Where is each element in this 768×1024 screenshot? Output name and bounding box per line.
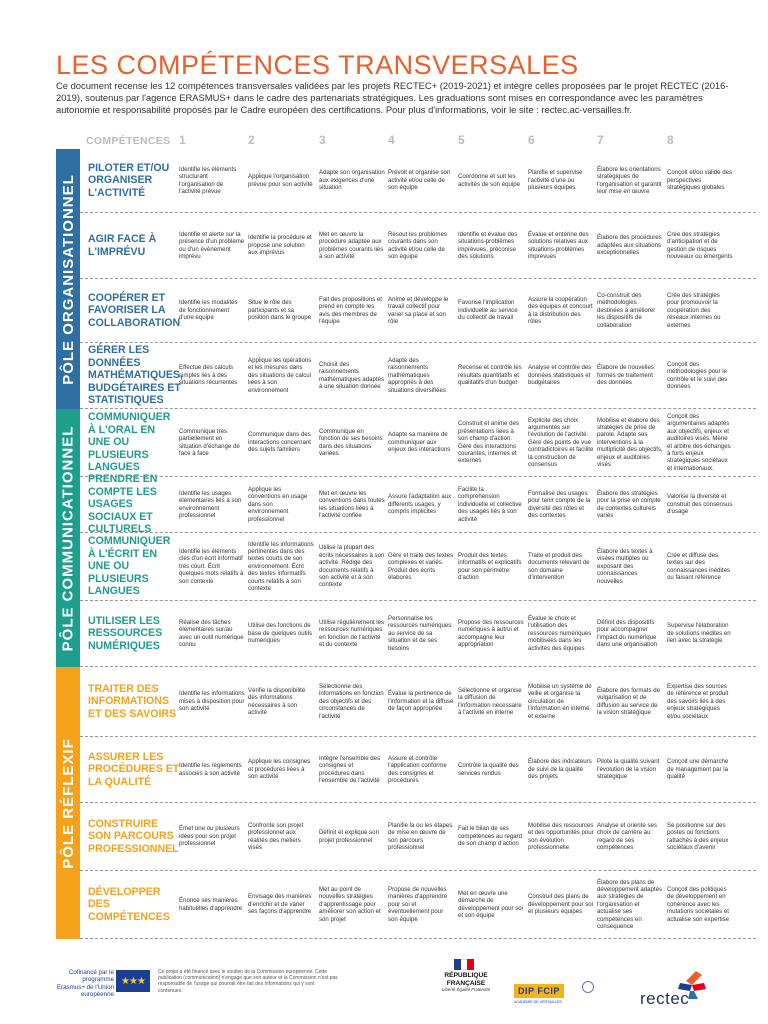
rectec-logo: [640, 969, 720, 1009]
level-cell: Conçoit des argumentaires adaptés aux objectifs, enjeux et auditoires visés. Mène et arbitre des échanges à forts enjeux stratégiques sociétaux et internationaux.: [667, 412, 731, 472]
level-cell: Élabore des formats de vulgarisation et de diffusion au service de la vision stratégique: [597, 686, 661, 716]
level-cell: Gère et traite des textes complexes et variés. Produit des écrits élaborés: [388, 551, 454, 581]
level-cell: Communique très partiellement en situation d'échange de face à face: [179, 427, 240, 457]
dip-sub: ACADÉMIE DE VERSAILLES: [514, 1000, 562, 1004]
level-cell: Élabore des stratégies pour la prise en compte de contextes culturels variés: [597, 489, 661, 519]
level-cell: Intègre l'ensemble des consignes et procédures dans l'ensemble de l'activité: [319, 754, 381, 784]
level-cell: Formalise des usages pour tenir compte de la diversité des rôles et des contextes: [528, 489, 591, 519]
level-cell: Sélectionne des informations en fonction des objectifs et des circonstances de l'activité: [319, 682, 384, 720]
level-cell: Identifie les éléments structurant l'organisation de l'activité prévue: [179, 165, 237, 195]
level-cell: Évalue et entérine des solutions relatives aux situations-problèmes imprévues: [528, 230, 589, 260]
level-cell: Élabore des plans de développement adaptés aux stratégies de l'organisation et actualise ses compétences en conséquence: [597, 878, 663, 931]
level-cell: Contrôle la qualité des services rendus: [458, 762, 519, 777]
competence-row: [80, 409, 756, 477]
level-cell: Utilise des fonctions de base de quelques outils numériques: [248, 622, 313, 645]
level-cell: Personnalise les ressources numériques au service de sa situation et de ses besoins: [388, 614, 452, 652]
level-cell: Définit des dispositifs pour accompagner l'impact du numérique dans une organisation: [597, 618, 657, 648]
level-cell: Met en œuvre les conventions dans toutes les situations liées à l'activité confiée: [319, 489, 385, 519]
level-cell: Analyse et oriente ses choix de carrière au regard de ses compétences: [597, 821, 657, 851]
erasmus-text: Cofinancé par le programme Erasmus+ de l'Union européenne: [56, 969, 114, 999]
level-cell: Communique en fonction de ses besoins dans des situations variées: [319, 427, 383, 457]
level-cell: Analyse et contrôle des données statistiques et budgétaires: [528, 364, 592, 387]
badge-icon: [582, 981, 594, 993]
level-cell: Mobilise des ressources et des opportunités pour son évolution professionnelle: [528, 821, 594, 851]
level-cell: Favorise l'implication individuelle au service du collectif de travail: [458, 299, 518, 322]
level-cell: Utilise la plupart des écrits nécessaires à son activité. Rédige des documents relatifs à son activité et à son contexte: [319, 544, 385, 589]
level-cell: Définit et explique son projet professionnel: [319, 829, 379, 844]
pole-band: [56, 409, 80, 667]
level-cell: Adapte son organisation aux exigences d'une situation: [319, 169, 385, 192]
level-cell: Conçoit des méthodologies pour le contrôle et le suivi des données: [667, 360, 728, 390]
level-cell: Crée des stratégies pour promouvoir la coopération des réseaux internes ou externes: [667, 291, 721, 329]
level-cell: Assure et contrôle l'application conforme des consignes et procédures: [388, 754, 447, 784]
level-cell: Propose des ressources numériques à autrui et accompagne leur appropriation: [458, 618, 524, 648]
competence-name: COMMUNIQUER À L'ORAL EN UNE OU PLUSIEURS LANGUES: [88, 411, 171, 474]
level-cell: Réalise des tâches élémentaires sur/au avec un outil numérique connu: [179, 618, 244, 648]
dip-label: DIP FCIP: [514, 984, 564, 998]
level-cell: Communique dans des interactions concernant des sujets familiers: [248, 431, 312, 454]
competence-grid: [56, 133, 756, 945]
level-cell: Anime et développe le travail collectif pour varier sa place et son rôle: [388, 295, 449, 325]
rf-motto: Liberté Égalité Fraternité: [441, 987, 491, 993]
level-cell: Identifie et alerte sur la présence d'un problème ou d'un évènement imprévu: [179, 230, 245, 260]
level-cell: Propose de nouvelles manières d'apprendre pour soi et éventuellement pour son équipe: [388, 885, 448, 923]
column-header-competences: COMPÉTENCES: [86, 135, 171, 147]
level-cell: Adapte des raisonnements mathématiques appropriés à des situations diversifiées: [388, 356, 446, 394]
level-cell: Mobilise et élabore des stratégies de prise de parole. Adapte ses interventions à la multiplicité des objectifs, enjeux et auditoires visés: [597, 416, 663, 469]
competence-name: PRENDRE EN COMPTE LES USAGES SOCIAUX ET CULTURELS: [88, 473, 158, 536]
column-header-level: 6: [528, 133, 535, 147]
level-cell: Produit des textes informatifs et explicatifs pour son périmètre d'action: [458, 551, 522, 581]
level-cell: Conçoit une démarche de management par la qualité: [667, 758, 729, 781]
competence-row: [80, 279, 756, 343]
competence-name: GÉRER LES DONNÉES MATHÉMATIQUES, BUDGÉTAIRES ET STATISTIQUES: [88, 344, 183, 407]
level-cell: Envisage des manières d'enrichir et de varier ses façons d'apprendre: [248, 893, 312, 916]
column-header-level: 5: [458, 133, 465, 147]
level-cell: Co-construit des méthodologies destinées à améliorer les dispositifs de collaboration: [597, 291, 656, 329]
level-cell: Planifie la ou les étapes de mise en œuvre de son parcours professionnel: [388, 821, 453, 851]
level-cell: Prévoit et organise son activité et/ou celle de son équipe: [388, 169, 451, 192]
level-cell: Émet une ou plusieurs idées pour son projet professionnel: [179, 825, 240, 848]
level-cell: Construit des plans de développement pour soi et plusieurs équipes: [528, 893, 594, 916]
level-cell: Effectue des calculs simples liés à des situations récurrentes: [179, 364, 238, 387]
level-cell: Crée et diffuse des textes sur des connaissances inédites ou faisant référence: [667, 551, 731, 581]
level-cell: Applique les conventions en usage dans son environnement professionnel: [248, 485, 308, 523]
competence-name: TRAITER DES INFORMATIONS ET DES SAVOIRS: [88, 682, 177, 720]
pole-label: PÔLE RÉFLEXIF: [59, 737, 77, 869]
level-cell: Met en œuvre la procédure adaptée aux problèmes courants liés à son activité: [319, 230, 384, 260]
column-header-level: 7: [597, 133, 604, 147]
level-cell: Identifie la procédure et propose une solution aux imprévus: [248, 234, 312, 257]
level-cell: Identifie et évalue des situations-problèmes imprévues, préconise des solutions: [458, 230, 518, 260]
column-header-level: 2: [248, 133, 255, 147]
level-cell: Identifie les règlements associés à son activité: [179, 762, 242, 777]
competence-row: [80, 533, 756, 601]
level-cell: Identifie les usages élémentaires liés à son environnement professionnel: [179, 489, 242, 519]
dip-fcip-logo: [514, 981, 594, 1007]
competence-name: DÉVELOPPER DES COMPÉTENCES: [88, 885, 170, 923]
competence-row: [80, 803, 756, 871]
level-cell: Expertise des sources de référence et produit des savoirs liés à des enjeux stratégiques et/ou sociétaux: [667, 682, 729, 720]
french-flag-icon: [454, 959, 474, 970]
column-header-level: 4: [388, 133, 395, 147]
level-cell: Assure la coopération des équipes et concourt à la distribution des rôles: [528, 295, 593, 325]
rectec-name: rectec: [640, 989, 690, 1008]
competence-name: COOPÉRER ET FAVORISER LA COLLABORATION: [88, 291, 181, 329]
level-cell: Recense et contrôle les résultats quantitatifs et qualitatifs d'un budget: [458, 364, 522, 387]
column-header-level: 8: [667, 133, 674, 147]
level-cell: Évalue le choix et l'utilisation des ressources numériques mobilisées dans les activités des équipes: [528, 614, 592, 652]
level-cell: Applique les consignes et procédures liées à son activité: [248, 758, 311, 781]
level-cell: Vérifie la disponibilité des informations nécessaires à son activité: [248, 686, 306, 716]
level-cell: Utilise régulièrement les ressources numériques en fonction de l'activité et du contexte: [319, 618, 385, 648]
competence-row: [80, 149, 756, 213]
pole-band: [56, 667, 80, 939]
level-cell: Élabore des indicateurs de suivi de la qualité des projets: [528, 758, 592, 781]
level-cell: Résout les problèmes courants dans son activité et/ou celle de son équipe: [388, 230, 447, 260]
level-cell: Fait le bilan de ses compétences au regard de son champ d'action: [458, 825, 523, 848]
level-cell: Élabore des procédures adaptées aux situations exceptionnelles: [597, 234, 662, 257]
level-cell: Traite et produit des documents relevant de son domaine d'intervention: [528, 551, 590, 581]
level-cell: Explicite des choix argumentés sur l'évolution de l'activité. Gère des points de vue contradictoires et facilite la construction de consensus: [528, 416, 594, 469]
level-cell: Met au point de nouvelles stratégies d'apprentissage pour améliorer son action et son projet: [319, 885, 381, 923]
competence-row: [80, 737, 756, 803]
level-cell: Identifie les informations mises à disposition pour son activité: [179, 690, 245, 713]
competence-name: AGIR FACE À L'IMPRÉVU: [88, 233, 157, 258]
pole-band: [56, 149, 80, 409]
column-header-level: 1: [179, 133, 186, 147]
level-cell: Identifie les éléments clés d'un écrit informatif très court. Écrit quelques mots relatifs à son contexte: [179, 547, 244, 585]
level-cell: Met en œuvre une démarche de développement pour soi et son équipe: [458, 889, 524, 919]
level-cell: Assure l'adaptation aux différents usages, y compris implicites: [388, 493, 452, 516]
competence-name: PILOTER ET/OU ORGANISER L'ACTIVITÉ: [88, 161, 170, 199]
column-header-level: 3: [319, 133, 326, 147]
page-title: LES COMPÉTENCES TRANSVERSALES: [56, 50, 579, 80]
level-cell: Énonce ses manières habituelles d'apprendre: [179, 897, 243, 912]
competence-row: [80, 871, 756, 939]
level-cell: Construit et anime des présentations liées à son champ d'action. Gère des interactions courantes, internes et externes: [458, 420, 519, 465]
republique-francaise-logo: [436, 959, 496, 992]
footer: [0, 955, 768, 1024]
level-cell: Applique les opérations et les mesures dans des situations de calcul liées à son environnement: [248, 356, 312, 394]
level-cell: Élabore de nouvelles formes de traitement des données: [597, 364, 654, 387]
competence-row: [80, 213, 756, 279]
competence-name: COMMUNIQUER À L'ÉCRIT EN UNE OU PLUSIEURS LANGUES: [88, 535, 171, 598]
competence-name: ASSURER LES PROCÉDURES ET LA QUALITÉ: [88, 750, 180, 788]
competence-name: UTILISER LES RESSOURCES NUMÉRIQUES: [88, 614, 163, 652]
level-cell: Situe le rôle des participants et sa position dans le groupe: [248, 299, 312, 322]
competence-row: [80, 343, 756, 409]
level-cell: Conçoit des politiques de développement en cohérence avec les mutations sociétales et actualise son expertise: [667, 885, 729, 923]
level-cell: Choisit des raisonnements mathématiques adaptés à une situation donnée: [319, 360, 385, 390]
level-cell: Crée des stratégies d'anticipation et de gestion de risques nouveaux ou émergents: [667, 230, 733, 260]
level-cell: Identifie les informations pertinentes dans des textes courts de son environnement. Écrit des textes informatifs courts relatifs à son contexte: [248, 540, 314, 593]
pole-label: PÔLE ORGANISATIONNEL: [59, 173, 77, 385]
eu-flag-icon: ★★★: [116, 970, 150, 992]
level-cell: Évalue la pertinence de l'information et la diffuse de façon appropriée: [388, 690, 454, 713]
competence-name: CONSTRUIRE SON PARCOURS PROFESSIONNEL: [88, 817, 179, 855]
level-cell: Conçoit et/ou valide des perspectives stratégiques globales: [667, 169, 733, 192]
level-cell: Planifie et supervise l'activité d'une ou plusieurs équipes: [528, 169, 583, 192]
level-cell: Sélectionne et organise la diffusion de l'information nécessaire à l'activité en interne: [458, 686, 522, 716]
level-cell: Facilite la compréhension individuelle et collective des usages liés à son activité: [458, 485, 522, 523]
competence-row: [80, 667, 756, 737]
eu-disclaimer: Ce projet a été financé avec le soutien de la Commission européenne. Cette publication (communication) n'engage que son auteur et la Commission n'est pas responsable de l'usage qui pourrait être fait des informations qui y sont contenues.: [158, 969, 338, 994]
level-cell: Valorise la diversité et construit des consensus d'usage: [667, 493, 733, 516]
level-cell: Coordonne et suit les activités de son équipe: [458, 173, 520, 188]
level-cell: Se positionne sur des postes ou fonctions rattachés à des enjeux sociétaux d'avenir: [667, 821, 729, 851]
level-cell: Mobilise un système de veille et organise la circulation de l'information en interne et externe: [528, 682, 592, 720]
level-cell: Adapte sa manière de communiquer aux enjeux des interactions: [388, 431, 451, 454]
level-cell: Identifie les modalités de fonctionnement d'une équipe: [179, 299, 238, 322]
level-cell: Pilote la qualité suivant l'évolution de la vision stratégique: [597, 758, 660, 781]
level-cell: Élabore les orientations stratégiques de l'organisation et garantit leur mise en œuvre: [597, 165, 662, 195]
level-cell: Fait des propositions et prend en compte les avis des membres de l'équipe: [319, 295, 383, 325]
level-cell: Supervise l'élaboration de solutions inédites en lien avec la stratégie: [667, 622, 731, 645]
rf-name: RÉPUBLIQUE FRANÇAISE: [444, 972, 488, 987]
level-cell: Confronte son projet professionnel aux réalités des métiers visés: [248, 821, 304, 851]
level-cell: Élabore des textes à visées multiples ou exposant des connaissances nouvelles: [597, 547, 653, 585]
pole-label: PÔLE COMMUNICATIONNEL: [59, 425, 77, 651]
competence-row: [80, 473, 756, 536]
level-cell: Applique l'organisation prévue pour son activité: [248, 173, 313, 188]
competence-row: [80, 601, 756, 667]
intro-text: Ce document recense les 12 compétences transversales validées par les projets RECTEC+ (2019-2021) et intègre celles proposées par le projet RECTEC (2016-2019), soutenus par l'agence ERASMUS+ dans le cadre des partenariats stratégiques. Les graduations sont mises en correspondance avec les paramètres autonomie et responsabilité proposés par le Cadre européen des certifications. Pour plus d'informations, voir le site : rectec.ac-versailles.fr.: [56, 80, 729, 115]
